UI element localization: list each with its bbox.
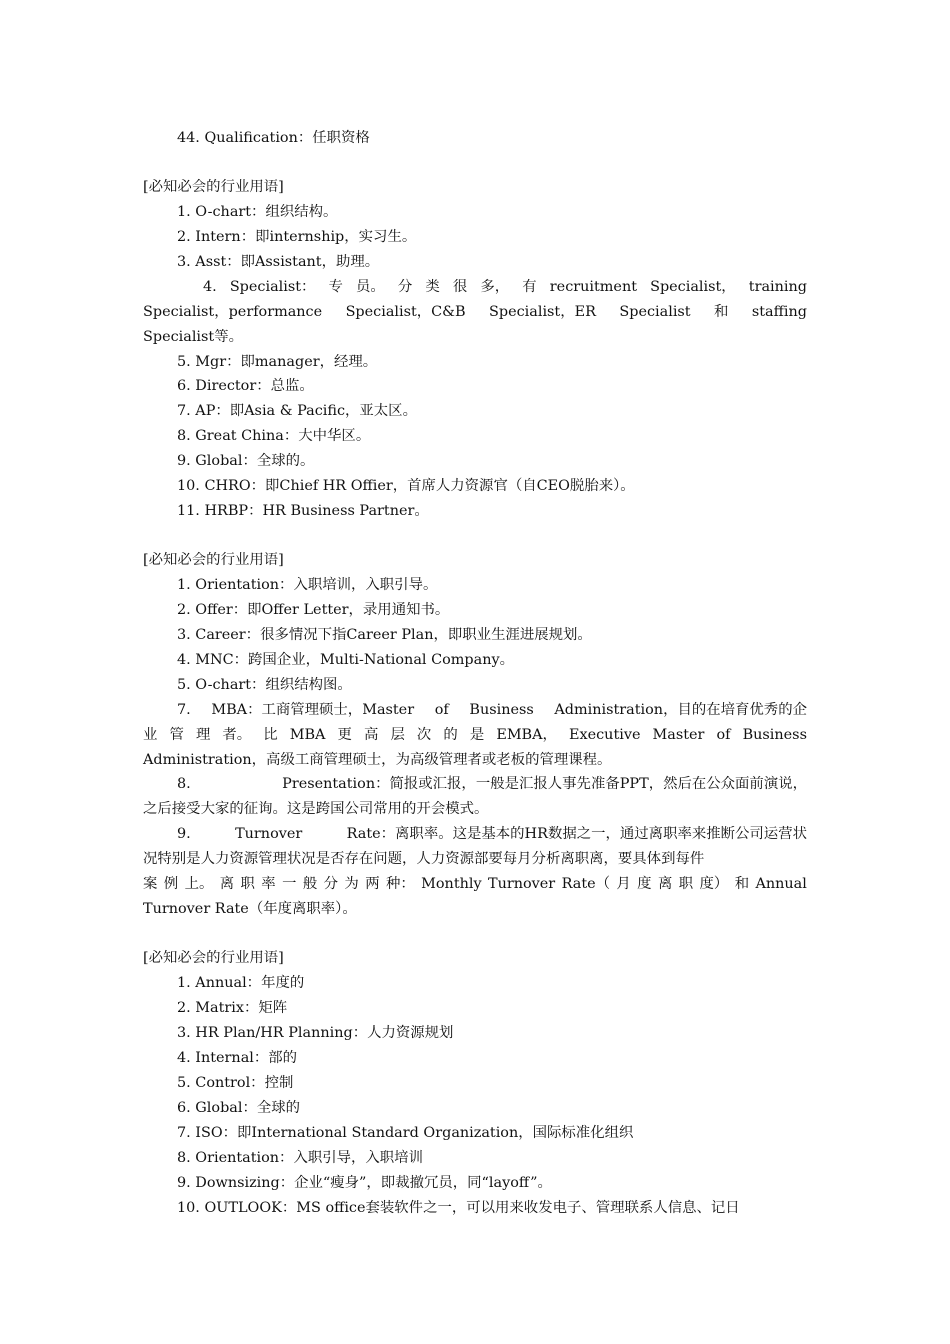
list-item: 2. Matrix：矩阵 (177, 1000, 288, 1016)
line-word: 更 (337, 727, 352, 743)
line-word: Master (652, 727, 705, 743)
line-word: 为 (344, 876, 359, 892)
section-heading: [必知必会的行业用语] (143, 950, 284, 966)
list-item: 6. Director：总监。 (177, 378, 314, 394)
line-word: training (748, 279, 807, 295)
list-item-line (143, 302, 807, 322)
line-word: Business (742, 727, 807, 743)
line-word: 7. (177, 702, 191, 718)
line-word: 是 (469, 727, 485, 743)
line-word: 业 (143, 727, 158, 743)
line-word: recruitment (549, 279, 637, 295)
line-word: 高 (363, 727, 379, 743)
line-word: 例 (163, 876, 179, 892)
list-item: 1. O-chart：组织结构。 (177, 204, 338, 220)
line-word: 种： (385, 876, 415, 892)
list-item-line: Turnover Rate（年度离职率）。 (143, 901, 357, 917)
line-word: 4. (203, 279, 217, 295)
line-word: 分 (323, 876, 339, 892)
line-word: 和 (714, 304, 729, 320)
line-word: 一 (282, 876, 297, 892)
list-item: 7. AP：即Asia & Pacific，亚太区。 (177, 403, 417, 419)
list-item: 3. Career：很多情况下指Career Plan，即职业生涯进展规划。 (177, 627, 592, 643)
line-word: 类 (425, 279, 440, 295)
line-word: Turnover (487, 876, 556, 892)
list-item: 1. Orientation：入职培训，入职引导。 (177, 577, 438, 593)
list-item-line (203, 277, 807, 297)
line-word: Specialist， (650, 279, 736, 295)
list-item: 1. Annual：年度的 (177, 975, 305, 991)
line-word: 分 (397, 279, 413, 295)
line-word: Specialist (619, 304, 691, 320)
line-word: 9. (177, 826, 191, 842)
list-item-line: 之后接受大家的征询。这是跨国公司常用的开会模式。 (143, 801, 489, 817)
line-word: 8. (177, 776, 191, 792)
list-item: 9. Global：全球的。 (177, 453, 315, 469)
list-item-line (177, 700, 807, 720)
line-word: 比 (263, 727, 278, 743)
list-item: 4. MNC：跨国企业，Multi-National Company。 (177, 652, 514, 668)
list-item: 8. Orientation：入职引导，入职培训 (177, 1150, 423, 1166)
line-word: of (434, 702, 449, 718)
line-word: Specialist，ER (489, 304, 596, 320)
line-word: 案 (143, 876, 158, 892)
list-item-line: Specialist等。 (143, 329, 243, 345)
line-word: 况特别是人力资源管理状况是否存在问题，人力资源部要每月分析离职离，要具体到每件 (143, 851, 705, 867)
list-item: 3. Asst：即Assistant，助理。 (177, 254, 380, 270)
line-word: Turnover (235, 826, 303, 842)
line-word: 次 (416, 727, 432, 743)
line-word: Administration，目的在培育优秀的企 (554, 702, 807, 718)
line-word: 离 (219, 876, 235, 892)
line-word: Executive (568, 727, 641, 743)
line-word: 很 (452, 279, 468, 295)
line-word: 职 (240, 876, 255, 892)
list-item-line (177, 824, 807, 844)
line-word: Specialist： (229, 279, 316, 295)
list-item: 3. HR Plan/HR Planning：人力资源规划 (177, 1025, 454, 1041)
line-word: 离 (657, 876, 673, 892)
line-word: 月 (616, 876, 631, 892)
line-word: 般 (302, 876, 318, 892)
line-word: Annual (755, 876, 807, 892)
line-word: 的 (443, 727, 458, 743)
line-word: 有 (522, 279, 537, 295)
line-word: 多， (480, 279, 510, 295)
line-word: 上。 (184, 876, 214, 892)
list-item: 5. O-chart：组织结构图。 (177, 677, 352, 693)
line-word: 管 (169, 727, 184, 743)
list-item-line (177, 774, 807, 794)
line-word: 职 (678, 876, 694, 892)
line-word: MBA (289, 727, 326, 743)
list-item: 10. OUTLOOK：MS office套装软件之一，可以用来收发电子、管理联系人信息、记日 (177, 1200, 740, 1216)
section-heading: [必知必会的行业用语] (143, 552, 284, 568)
list-item: 7. ISO：即International Standard Organization，国际标准化组织 (177, 1125, 634, 1141)
list-item-line (143, 725, 807, 745)
list-item: 6. Global：全球的 (177, 1100, 301, 1116)
line-word: EMBA， (496, 727, 557, 743)
line-word: 度） (699, 876, 729, 892)
line-word: 者。 (222, 727, 252, 743)
list-item: 2. Offer：即Offer Letter，录用通知书。 (177, 602, 450, 618)
list-item-line (143, 874, 807, 894)
line-word: 率 (261, 876, 276, 892)
list-item-line: Administration，高级工商管理硕士，为高级管理者或老板的管理课程。 (143, 752, 612, 768)
list-item: 10. CHRO：即Chief HR Offier，首席人力资源官（自CEO脱胎来）。 (177, 478, 635, 494)
list-item: 9. Downsizing：企业“瘦身”，即裁撤冗员，同“layoff”。 (177, 1175, 552, 1191)
line-word: Monthly (421, 876, 482, 892)
line-word: staffing (751, 304, 807, 320)
line-word: of (716, 727, 731, 743)
list-item-line (143, 849, 807, 869)
line-word: 和 (734, 876, 750, 892)
line-word: Rate：离职率。这是基本的HR数据之一，通过离职率来推断公司运营状 (346, 826, 807, 842)
line-word: Presentation：简报或汇报，一般是汇报人事先准备PPT，然后在公众面前演说， (282, 776, 807, 792)
line-word: 度 (637, 876, 652, 892)
list-item: 5. Mgr：即manager，经理。 (177, 354, 378, 370)
line-word: 理 (195, 727, 211, 743)
line-word: 员。 (356, 279, 385, 295)
line-word: Rate（ (561, 876, 611, 892)
line-word: 专 (328, 279, 343, 295)
list-item: 11. HRBP：HR Business Partner。 (177, 503, 429, 519)
doc-line: 44. Qualification：任职资格 (177, 130, 370, 146)
list-item: 4. Internal：部的 (177, 1050, 298, 1066)
list-item: 2. Intern：即internship，实习生。 (177, 229, 417, 245)
list-item: 5. Control：控制 (177, 1075, 294, 1091)
list-item: 8. Great China：大中华区。 (177, 428, 371, 444)
line-word: Specialist，C&B (345, 304, 466, 320)
line-word: 层 (390, 727, 405, 743)
line-word: Specialist，performance (143, 304, 323, 320)
line-word: MBA：工商管理硕士，Master (211, 702, 415, 718)
section-heading: [必知必会的行业用语] (143, 179, 284, 195)
line-word: Business (469, 702, 534, 718)
line-word: 两 (365, 876, 380, 892)
